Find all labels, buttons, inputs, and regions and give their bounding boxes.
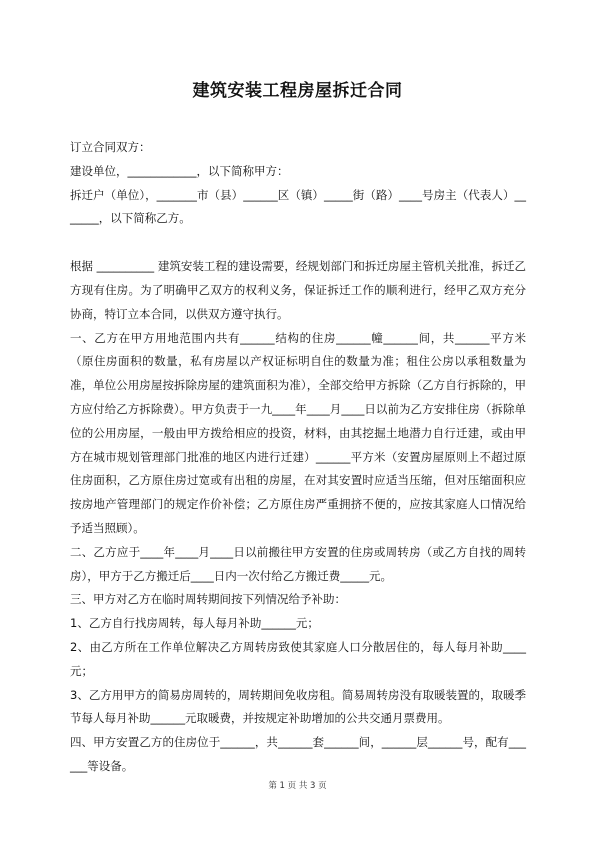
page-number: 第 1 页 共 3 页 — [268, 781, 327, 791]
document-title: 建筑安装工程房屋拆迁合同 — [192, 81, 403, 101]
clause-1: 一、乙方在甲方用地范围内共有______结构的住房______幢______间，共______平方米（原住房面积的数量，私有房屋以产权证标明自住的数量为准；租住公房以承租数量为准，单位公用房屋按拆除房屋的建筑面积为准），全部交给甲方拆除（乙方自行拆除的，甲方应付给乙方拆除费）。甲方负责于一九____年____月____日以前为乙方安排住房（拆除单位的公用房屋，一般由甲方拨给相应的投资，材料，由其挖掘土地潜力自行迁建，或由甲方在城市规划管理部门批准的地区内进行迁建）______平方米（安置房屋原则上不超过原住房面积，乙方原住房过宽或有出租的房屋，在对其安置时应适当压缩，但对压缩面积应按房地产管理部门的规定作价补偿；乙方原住房严重拥挤不便的，应按其家庭人口情况给予适当照顾）。 — [70, 330, 526, 535]
preamble-paragraph: 根据 __________ 建筑安装工程的建设需要，经规划部门和拆迁房屋主管机关批准，拆迁乙方现有住房。为了明确甲乙双方的权利义务，保证拆迁工作的顺利进行，经甲乙双方充分协商，特订立本合同，以供双方遵守执行。 — [70, 259, 526, 321]
party-a-line: 建设单位，____________，以下简称甲方： — [70, 163, 289, 178]
clause-3-item-2: 2、由乙方所在工作单位解决乙方周转房致使其家庭人口分散居住的，每人每月补助____元； — [70, 639, 526, 678]
clause-3: 三、甲方对乙方在临时周转期间按下列情况给予补助： — [70, 592, 346, 607]
clause-2: 二、乙方应于____年____月____日以前搬往甲方安置的住房或周转房（或乙方自找的周转房），甲方于乙方搬迁后____日内一次付给乙方搬迁费_____元。 — [70, 544, 526, 583]
clause-4: 四、甲方安置乙方的住房位于______，共______套______间，______层______号，配有______等设备。 — [70, 735, 526, 773]
party-b-line: 拆迁户（单位），_______市（县）______区（镇）_____街（路）____号房主（代表人）_______，以下简称乙方。 — [70, 187, 526, 226]
parties-heading: 订立合同双方： — [70, 140, 151, 154]
contract-body — [70, 136, 526, 779]
spacer — [70, 231, 526, 255]
clause-3-item-3: 3、乙方用甲方的简易房周转的，周转期间免收房租。简易周转房没有取暖装置的，取暖季节每人每月补助______元取暖费，并按规定补助增加的公共交通月票费用。 — [70, 687, 526, 726]
clause-3-item-1: 1、乙方自行找房周转，每人每月补助______元； — [70, 616, 319, 631]
